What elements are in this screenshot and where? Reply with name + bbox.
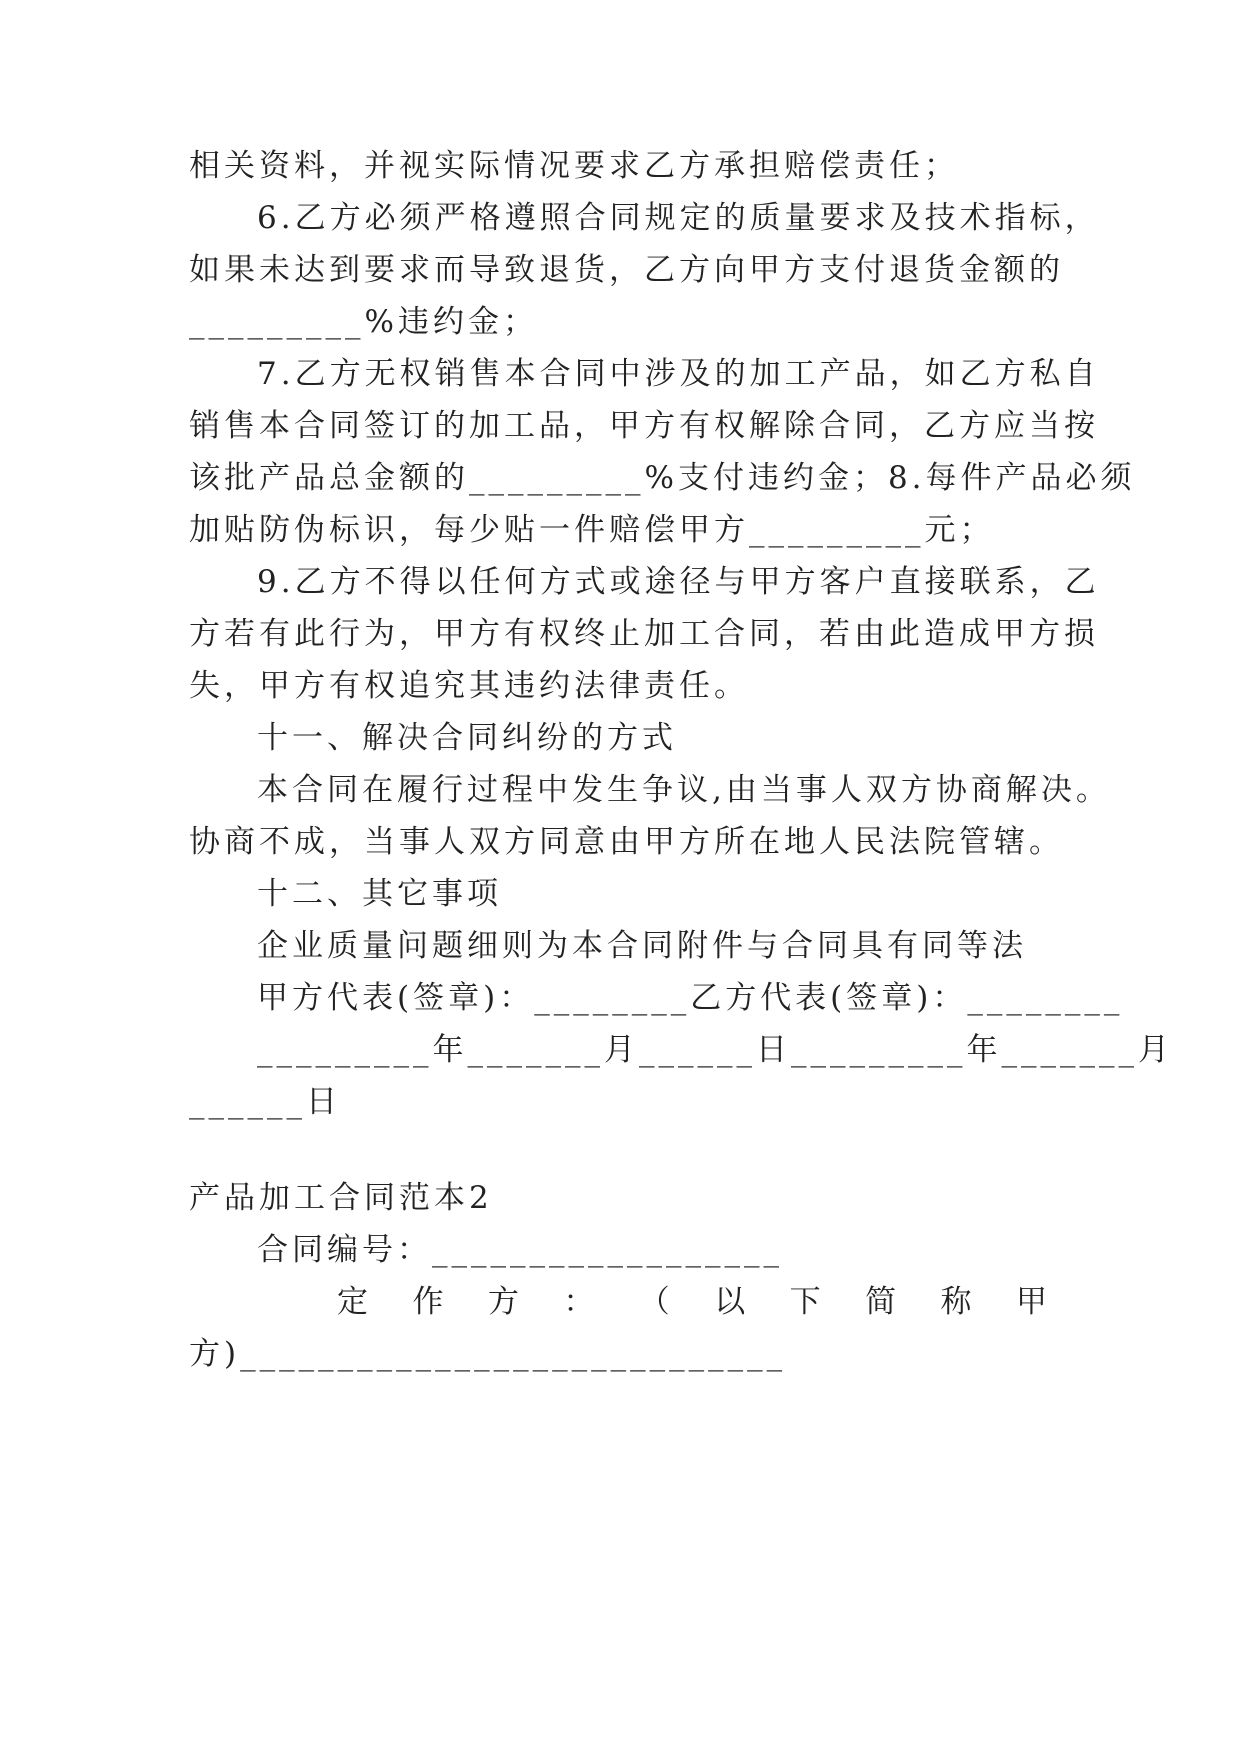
spread-char: 方 [487,1284,519,1320]
spread-char: 以 [714,1284,746,1320]
party-a-label-spread [337,1282,1047,1322]
text-line: 该批产品总金额的_________%支付违约金；8.每件产品必须 [189,460,1136,496]
spread-char: 甲 [1015,1284,1047,1320]
text-line: 相关资料，并视实际情况要求乙方承担赔偿责任； [189,148,959,184]
signature-line: 甲方代表(签章)：________乙方代表(签章)：________ [257,980,1124,1016]
text-line: 失，甲方有权追究其违约法律责任。 [189,668,749,704]
clause-6: 6.乙方必须严格遵照合同规定的质量要求及技术指标， [257,200,1100,236]
spread-char: （ [638,1284,670,1320]
section-heading-11: 十一、解决合同纠纷的方式 [257,720,677,756]
contract-number-field: 合同编号：__________________ [257,1232,783,1268]
text-line: 销售本合同签订的加工品，甲方有权解除合同，乙方应当按 [189,408,1099,444]
date-line: _________年_______月______日_________年_______月 [257,1032,1173,1068]
spread-char: ： [563,1284,595,1320]
contract-title-2: 产品加工合同范本2 [189,1180,493,1216]
text-line: 方若有此行为，甲方有权终止加工合同，若由此造成甲方损 [189,616,1099,652]
text-line: 如果未达到要求而导致退货，乙方向甲方支付退货金额的 [189,252,1064,288]
spread-char: 简 [865,1284,897,1320]
spread-char: 定 [337,1284,368,1320]
date-line: ______日 [189,1084,341,1120]
text-line: 企业质量问题细则为本合同附件与合同具有同等法 [257,928,1027,964]
spread-char: 下 [789,1284,821,1320]
text-line: 加贴防伪标识，每少贴一件赔偿甲方_________元； [189,512,995,548]
text-line: _________%违约金； [189,304,538,340]
section-heading-12: 十二、其它事项 [257,876,502,912]
spread-char: 称 [940,1284,972,1320]
text-line: 协商不成，当事人双方同意由甲方所在地人民法院管辖。 [189,824,1064,860]
spread-char: 作 [412,1284,444,1320]
clause-7: 7.乙方无权销售本合同中涉及的加工产品，如乙方私自 [257,356,1100,392]
clause-9: 9.乙方不得以任何方式或途径与甲方客户直接联系，乙 [257,564,1100,600]
text-line: 本合同在履行过程中发生争议,由当事人双方协商解决。 [257,772,1111,808]
party-a-field: 方)____________________________ [189,1336,787,1372]
